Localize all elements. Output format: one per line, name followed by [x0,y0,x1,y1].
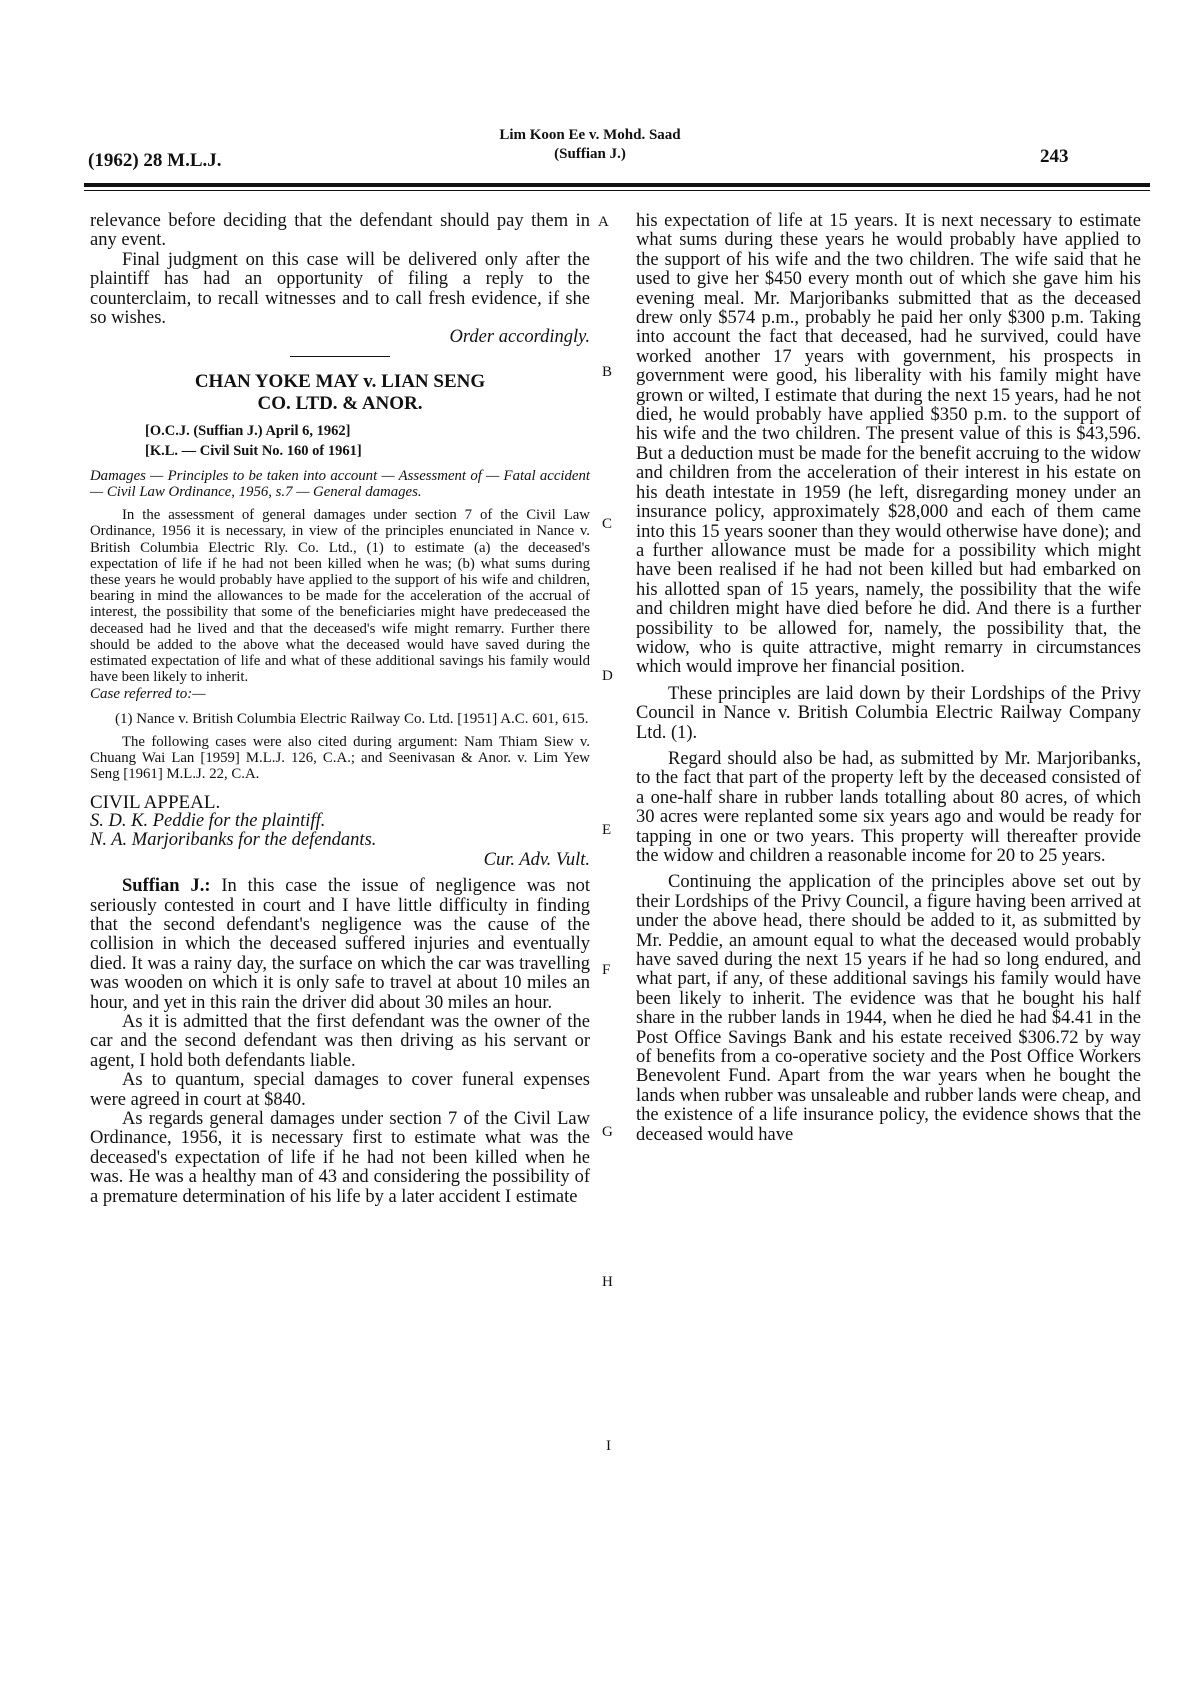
right-column [636,212,1141,1145]
margin-letter-g: G [602,1124,613,1140]
right-para-3: Regard should also be had, as submitted by Mr. Marjoribanks, to the fact that part of the property left by the deceased consisted of a one-half share in rubber lands totalling about 80 acres, of which 30 acres were replanted some six years ago and would be ready for tapping in one or two years. This property will thereafter provide the widow and children a reasonable income for 20 to 25 years. [636,748,1141,866]
running-head-case: Lim Koon Ee v. Mohd. Saad [499,127,681,143]
order-line: Order accordingly. [449,327,590,348]
margin-letter-b: B [602,364,613,380]
judgment-para-4: As regards general damages under section 7 of the Civil Law Ordinance, 1956, it is necessary first to estimate what was the deceased's expectation of life if he had not been killed when he was. He was a healthy man of 43 and considering the possibility of a premature determination of his life by a later accident I estimate [90,1109,590,1207]
margin-letter-e: E [602,822,612,838]
running-head-judge: (Suffian J.) [554,146,626,162]
cur-adv-vult: Cur. Adv. Vult. [483,849,590,870]
section-divider [290,356,390,357]
right-para-4: Continuing the application of the principles above set out by their Lordships of the Privy Council, a figure having been arrived at under the above head, there should be added to it, as submitted by Mr. Peddie, an amount equal to what the deceased would probably have saved during the next 15 years if he had so long endured, and what part, if any, of these additional savings his family would have been likely to inherit. The evidence was that he bought his half share in the rubber lands in 1944, when he died he had $4.41 in the Post Office Savings Bank and his estate received $306.72 by way of benefits from a co-operative society and the Post Office Workers Benevolent Fund. Apart from the war years when he bought the lands when rubber was unsaleable and rubber lands were cheap, and the existence of a life insurance policy, the evidence shows that the deceased would have [636,872,1141,1145]
counsel-plaintiff: S. D. K. Peddie for the plaintiff. [90,810,326,831]
right-para-2: These principles are laid down by their Lordships of the Privy Council in Nance v. British Columbia Electric Railway Company Ltd. (1). [636,683,1141,743]
civil-appeal-heading: CIVIL APPEAL. [90,791,221,813]
suit-line: [K.L. — Civil Suit No. 160 of 1961] [145,442,362,459]
case-title [90,371,590,415]
cited-case-1: (1) Nance v. British Columbia Electric Railway Co. Ltd. [1951] A.C. 601, 615. [115,710,589,727]
report-citation: (1962) 28 M.L.J. [88,150,222,171]
judgment-para-2: As it is admitted that the first defendant was the owner of the car and the second defendant was then driving as his servant or agent, I hold both defendants liable. [90,1011,590,1071]
headnote: In the assessment of general damages under section 7 of the Civil Law Ordinance, 1956 it is necessary, in view of the principles enunciated in Nance v. British Columbia Electric Rly. Co. Ltd., (1) to estimate (a) the deceased's expectation of life if he had not been killed when he was; (b) what sums during these years he would probably have applied to the support of his wife and children, bearing in mind the allowances to be made for the acceleration of the accrual of interest, the possibility that some of the beneficiaries might have predeceased the deceased had he lived and that the deceased's wife might remarry. Further there should be added to the above what the deceased would have saved during the estimated expectation of life and what of these additional savings his family would have been likely to inherit. [90,507,590,686]
judgment-para-3: As to quantum, special damages to cover funeral expenses were agreed in court at $840. [90,1070,590,1110]
left-para-2: Final judgment on this case will be delivered only after the plaintiff has had an opportunity of filing a reply to the counterclaim, to recall witnesses and to call fresh evidence, if she so wishes. [90,249,590,329]
case-title-line-2: CO. LTD. & ANOR. [257,392,423,414]
also-cited: The following cases were also cited during argument: Nam Thiam Siew v. Chuang Wai Lan [1959] M.L.J. 126, C.A.; and Seenivasan & Anor. v. Lim Yew Seng [1961] M.L.J. 22, C.A. [90,733,590,783]
case-title-line-1: CHAN YOKE MAY v. LIAN SENG [194,370,486,392]
left-column [90,212,590,1207]
margin-letter-d: D [602,668,613,684]
judgment-para-1-text: In this case the issue of negligence was not seriously contested in court and I have little difficulty in finding that the second defendant's negligence was the cause of the collision in which the deceased suffered injuries and eventually died. It was a rainy day, the surface on which the car was travelling was wooden on which it is only safe to travel at about 10 miles an hour, and yet in this rain the driver did about 30 miles an hour. [90,876,590,1013]
judge-name: Suffian J.: [122,876,211,897]
left-para-1: relevance before deciding that the defendant should pay them in any event. [90,211,590,251]
header-rule-thin [84,190,1150,191]
court-line: [O.C.J. (Suffian J.) April 6, 1962] [145,422,351,439]
case-referred-heading: Case referred to:— [90,686,206,703]
counsel-defendants: N. A. Marjoribanks for the defendants. [90,830,377,851]
margin-letter-a: A [598,214,609,230]
header-rule-thick [84,183,1150,187]
margin-letter-f: F [602,962,611,978]
judgment-para-1 [90,877,590,1013]
margin-letter-c: C [602,516,613,532]
catchwords: Damages — Principles to be taken into account — Assessment of — Fatal accident — Civil Law Ordinance, 1956, s.7 — General damages. [90,467,590,501]
margin-letter-h: H [602,1274,613,1290]
right-para-1: his expectation of life at 15 years. It is next necessary to estimate what sums during these years he would probably have applied to the support of his wife and the two children. The wife said that he used to give her $450 every month out of which she gave him his evening meal. Mr. Marjoribanks submitted that as the deceased drew only $574 p.m., probably he paid her only $300 p.m. Taking into account the fact that deceased, had he survived, could have worked another 17 years with government, his prospects in government were good, his liberality with his family might have grown or wilted, I estimate that during the next 15 years, had he not died, he would probably have applied $350 p.m. to the support of his wife and the two children. The present value of this is $43,596. But a deduction must be made for the benefit accruing to the widow and children from the acceleration of their interest in his estate on his death intestate in 1959 (he left, disregarding money under an insurance policy, approximately $28,000 and each of them came into this 15 years sooner than they would otherwise have done); and a further allowance must be made for a possibility which might have been realised if he had not been killed but had embarked on his allotted span of 15 years, namely, the possibility that the wife and children might have died before he did. And there is a further possibility to be allowed for, namely, the possibility that, the widow, who is quite attractive, might remarry in circumstances which would improve her financial position. [636,211,1141,678]
running-head [460,126,720,164]
margin-letter-i: I [606,1438,611,1454]
page-number: 243 [1040,146,1069,167]
